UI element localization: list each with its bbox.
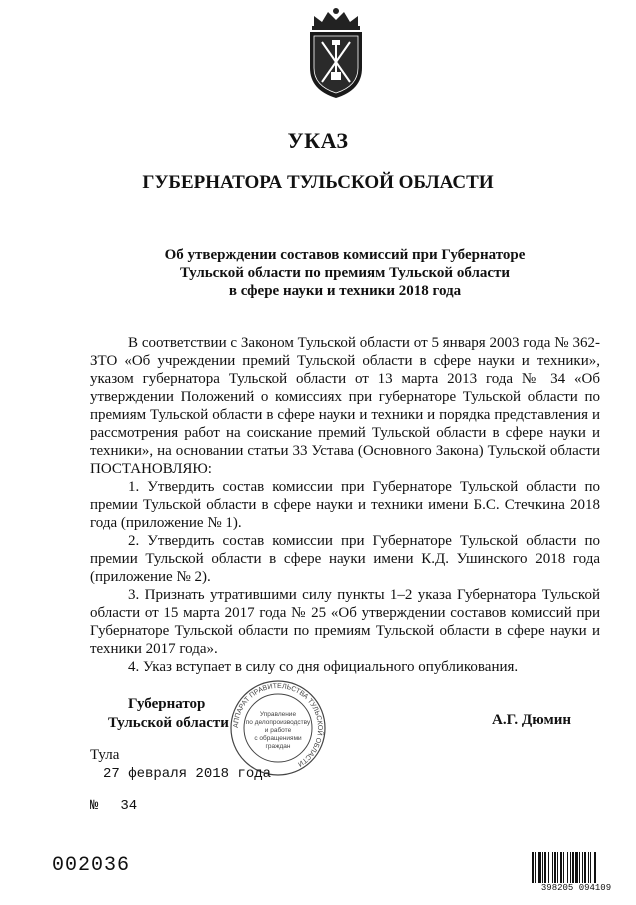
document-subtitle: ГУБЕРНАТОРА ТУЛЬСКОЙ ОБЛАСТИ bbox=[142, 172, 494, 193]
stamp-line: и работе bbox=[264, 727, 292, 734]
barcode-bar bbox=[544, 852, 546, 883]
signer-name: А.Г. Дюмин bbox=[492, 712, 572, 728]
stamp-line: с обращениями bbox=[254, 735, 302, 742]
barcode-bar bbox=[554, 852, 556, 883]
barcode-bar bbox=[588, 852, 589, 883]
heading-line: в сфере науки и техники 2018 года bbox=[228, 283, 462, 299]
body-paragraph: 3. Признать утратившими силу пункты 1–2 указа Губернатора Тульской области от 15 марта 2017 года № 25 «Об утверждении составов комиссий при Губернаторе Тульской области по премиям Тульской области в сфере науки и техники 2017 года». bbox=[90, 587, 600, 657]
heading-line: Тульской области по премиям Тульской области bbox=[179, 265, 511, 281]
signature-title-line: Губернатор bbox=[128, 696, 206, 712]
document-number bbox=[90, 798, 137, 814]
barcode-bar bbox=[567, 852, 568, 883]
barcode-bar bbox=[572, 852, 574, 883]
document-body bbox=[90, 334, 600, 676]
barcode-text: 398205 094109 bbox=[540, 883, 612, 893]
barcode-bar bbox=[557, 852, 558, 883]
barcode-bar bbox=[542, 852, 543, 883]
document-heading bbox=[150, 246, 540, 300]
body-paragraph: 2. Утвердить состав комиссии при Губернаторе Тульской области по премии Тульской области в сфере науки имени К.Д. Ушинского 2018 года (приложение № 2). bbox=[90, 533, 600, 585]
barcode-bar bbox=[532, 852, 534, 883]
signature-title-line: Тульской области bbox=[108, 715, 229, 731]
barcode-bar bbox=[560, 852, 562, 883]
body-paragraph: В соответствии с Законом Тульской области от 5 января 2003 года № 362-ЗТО «Об учреждении премий Тульской области в сфере науки и техники», указом губернатора Тульской области от 13 марта 2013 года № 34 «Об утверждении Положений о комиссиях при губернаторе Тульской области по премиям Тульской области в сфере науки и техники и порядка представления и рассмотрения работ на соискание премий Тульской области в сфере науки и техники», на основании статьи 33 Устава (Основного Закона) Тульской области ПОСТАНОВЛЯЮ: bbox=[90, 335, 600, 477]
signature-title bbox=[108, 695, 229, 733]
document-title: УКАЗ bbox=[287, 128, 349, 153]
barcode-bar bbox=[552, 852, 553, 883]
stamp-icon bbox=[228, 678, 328, 778]
stamp-line: по делопроизводству bbox=[245, 719, 311, 726]
barcode-bar bbox=[538, 852, 541, 883]
body-paragraph: 1. Утвердить состав комиссии при Губернаторе Тульской области по премии Тульской области в сфере науки и техники имени Б.С. Стечкина 2018 года (приложение № 1). bbox=[90, 479, 600, 531]
number-label: № bbox=[90, 798, 99, 814]
barcode-icon bbox=[531, 852, 621, 894]
barcode-bar bbox=[594, 852, 596, 883]
barcode-bar bbox=[582, 852, 583, 883]
body-paragraph: 4. Указ вступает в силу со дня официального опубликования. bbox=[128, 659, 519, 675]
barcode-bar bbox=[570, 852, 571, 883]
stamp-ring-text: АППАРАТ ПРАВИТЕЛЬСТВА ТУЛЬСКОЙ ОБЛАСТИ bbox=[232, 682, 324, 768]
barcode-bar bbox=[548, 852, 549, 883]
barcode-bar bbox=[535, 852, 536, 883]
barcode-bar bbox=[563, 852, 564, 883]
stamp-line: граждан bbox=[265, 743, 291, 750]
stamp-line: Управление bbox=[259, 711, 297, 718]
number-value: 34 bbox=[120, 798, 138, 814]
tula-coat-of-arms-icon bbox=[298, 6, 374, 102]
barcode-bar bbox=[590, 852, 591, 883]
barcode-bar bbox=[584, 852, 586, 883]
registration-number: 002036 bbox=[52, 854, 131, 877]
barcode-bar bbox=[575, 852, 578, 883]
document-date: 27 февраля 2018 года bbox=[103, 766, 272, 782]
heading-line: Об утверждении составов комиссий при Губернаторе bbox=[164, 247, 526, 263]
city: Тула bbox=[90, 747, 120, 763]
barcode-bar bbox=[579, 852, 580, 883]
